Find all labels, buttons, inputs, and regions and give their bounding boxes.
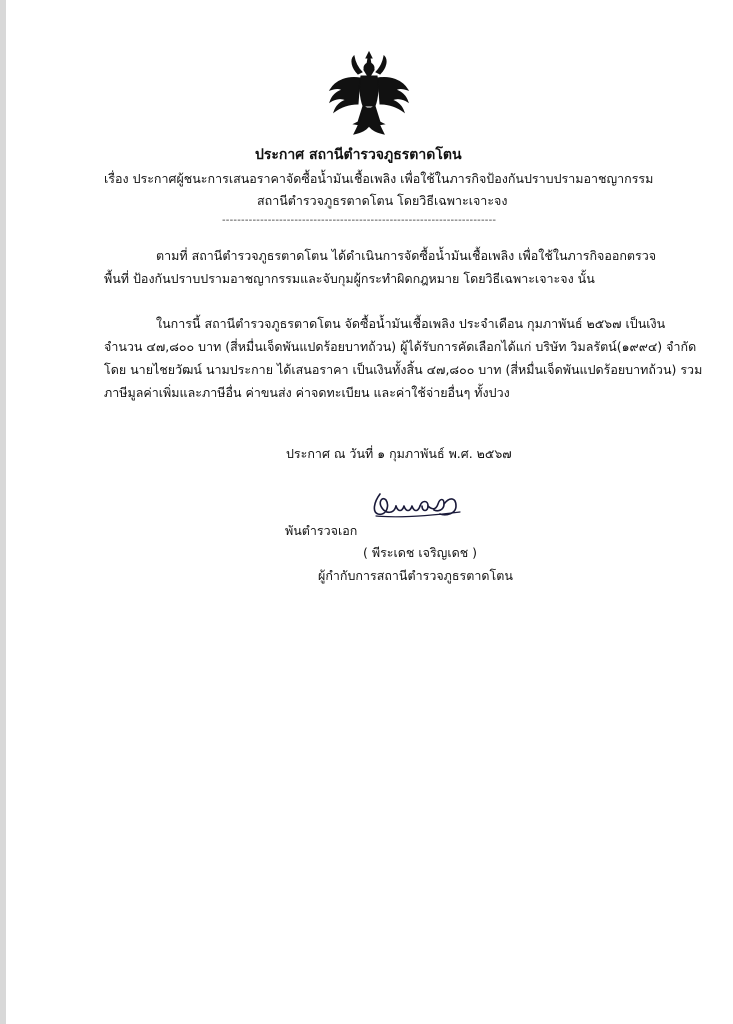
signer-position: ผู้กำกับการสถานีตำรวจภูธรตาดโตน: [318, 568, 513, 583]
separator-line: ------------------------------------------------------------------------: [222, 215, 497, 226]
garuda-emblem-icon: [328, 50, 410, 138]
subject-line-1: เรื่อง ประกาศผู้ชนะการเสนอราคาจัดซื้อน้ำมันเชื้อเพลิง เพื่อใช้ในภารกิจป้องกันปราบปรามอาชญากรรม: [104, 171, 654, 186]
signer-name: ( พีระเดช เจริญเดช ): [363, 545, 478, 560]
subject-line-2: สถานีตำรวจภูธรตาดโตน โดยวิธีเฉพาะเจาะจง: [257, 193, 508, 208]
document-title: ประกาศ สถานีตำรวจภูธรตาดโตน: [255, 147, 462, 163]
signer-rank: พันตำรวจเอก: [285, 523, 358, 538]
paragraph-2-line-4: ภาษีมูลค่าเพิ่มและภาษีอื่น ค่าขนส่ง ค่าจดทะเบียน และค่าใช้จ่ายอื่นๆ ทั้งปวง: [104, 385, 510, 400]
paragraph-1-line-2: พื้นที่ ป้องกันปราบปรามอาชญากรรมและจับกุมผู้กระทำผิดกฎหมาย โดยวิธีเฉพาะเจาะจง นั้น: [104, 271, 595, 286]
paragraph-2-line-2: จำนวน ๔๗,๘๐๐ บาท (สี่หมื่นเจ็ดพันแปดร้อยบาทถ้วน) ผู้ได้รับการคัดเลือกได้แก่ บริษัท วิมลรัตน์(๑๙๙๔) จำกัด: [104, 339, 697, 354]
announcement-date: ประกาศ ณ วันที่ ๑ กุมภาพันธ์ พ.ศ. ๒๕๖๗: [286, 446, 512, 461]
handwritten-signature: [368, 488, 466, 522]
page-left-edge: [0, 0, 6, 1024]
paragraph-1-line-1: ตามที่ สถานีตำรวจภูธรตาดโตน ได้ดำเนินการจัดซื้อน้ำมันเชื้อเพลิง เพื่อใช้ในภารกิจออกตรวจ: [156, 248, 657, 263]
paragraph-2-line-3: โดย นายไชยวัฒน์ นามประกาย ได้เสนอราคา เป็นเงินทั้งสิ้น ๔๗,๘๐๐ บาท (สี่หมื่นเจ็ดพันแปดร้อยบาทถ้วน) รวม: [104, 362, 703, 377]
paragraph-2-line-1: ในการนี้ สถานีตำรวจภูธรตาดโตน จัดซื้อน้ำมันเชื้อเพลิง ประจำเดือน กุมภาพันธ์ ๒๕๖๗ เป็นเงิน: [156, 316, 666, 331]
